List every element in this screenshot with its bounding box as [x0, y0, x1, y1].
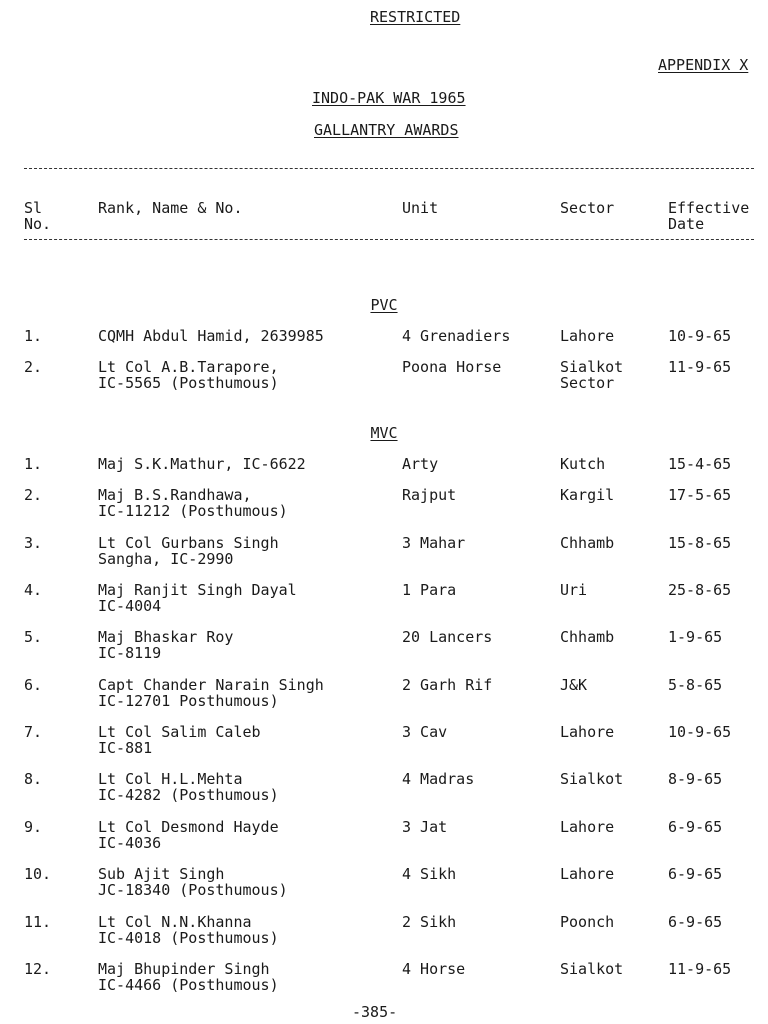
row-sl-no: 7.: [24, 723, 43, 741]
row-name: Lt Col Gurbans Singh Sangha, IC-2990: [98, 534, 279, 568]
row-sl-no: 11.: [24, 913, 52, 931]
row-date: 10-9-65: [668, 723, 732, 741]
row-name: Maj B.S.Randhawa, IC-11212 (Posthumous): [98, 486, 288, 520]
row-name: Maj S.K.Mathur, IC-6622: [98, 455, 306, 473]
row-sector: J&K: [560, 676, 588, 694]
section-heading-pvc: PVC: [370, 296, 398, 314]
row-unit: 3 Cav: [402, 723, 448, 741]
col-header-sl-no: Sl No.: [24, 199, 52, 233]
table-row: [0, 866, 768, 906]
table-row: [0, 359, 768, 399]
row-name: Lt Col Salim Caleb IC-881: [98, 723, 261, 757]
row-name: Lt Col H.L.Mehta IC-4282 (Posthumous): [98, 770, 279, 804]
row-unit: 3 Mahar: [402, 534, 466, 552]
table-row: [0, 677, 768, 717]
col-header-name: Rank, Name & No.: [98, 199, 243, 217]
row-unit: 4 Horse: [402, 960, 466, 978]
row-sector: Sialkot Sector: [560, 358, 624, 392]
row-sl-no: 4.: [24, 581, 43, 599]
row-name: CQMH Abdul Hamid, 2639985: [98, 327, 324, 345]
row-sl-no: 1.: [24, 455, 43, 473]
col-header-date: Effective Date: [668, 199, 750, 233]
appendix-label: APPENDIX X: [658, 56, 749, 74]
header-divider: [24, 239, 754, 240]
row-unit: 4 Sikh: [402, 865, 457, 883]
row-unit: Arty: [402, 455, 439, 473]
row-name: Maj Ranjit Singh Dayal IC-4004: [98, 581, 297, 615]
row-date: 11-9-65: [668, 358, 732, 376]
table-row: [0, 724, 768, 764]
table-row: [0, 535, 768, 575]
row-unit: Rajput: [402, 486, 457, 504]
table-row: [0, 771, 768, 811]
row-date: 6-9-65: [668, 913, 723, 931]
row-sector: Poonch: [560, 913, 615, 931]
section-heading-mvc: MVC: [370, 424, 398, 442]
top-divider: [24, 168, 754, 169]
table-row: [0, 582, 768, 622]
row-sl-no: 6.: [24, 676, 43, 694]
row-date: 8-9-65: [668, 770, 723, 788]
row-unit: 2 Garh Rif: [402, 676, 493, 694]
row-unit: 20 Lancers: [402, 628, 493, 646]
row-date: 11-9-65: [668, 960, 732, 978]
row-sector: Sialkot: [560, 960, 624, 978]
row-unit: 1 Para: [402, 581, 457, 599]
row-name: Lt Col N.N.Khanna IC-4018 (Posthumous): [98, 913, 279, 947]
table-row: [0, 487, 768, 527]
table-row: [0, 819, 768, 859]
row-sl-no: 2.: [24, 358, 43, 376]
row-name: Capt Chander Narain Singh IC-12701 Posthumous): [98, 676, 324, 710]
row-name: Lt Col Desmond Hayde IC-4036: [98, 818, 279, 852]
row-name: Lt Col A.B.Tarapore, IC-5565 (Posthumous): [98, 358, 279, 392]
classification-marking: RESTRICTED: [370, 8, 461, 26]
document-subtitle: GALLANTRY AWARDS: [314, 121, 459, 139]
row-unit: 3 Jat: [402, 818, 448, 836]
row-sl-no: 3.: [24, 534, 43, 552]
row-name: Maj Bhaskar Roy IC-8119: [98, 628, 234, 662]
row-date: 17-5-65: [668, 486, 732, 504]
row-sector: Chhamb: [560, 534, 615, 552]
row-date: 1-9-65: [668, 628, 723, 646]
row-sector: Sialkot: [560, 770, 624, 788]
row-sector: Lahore: [560, 865, 615, 883]
row-sector: Lahore: [560, 327, 615, 345]
row-unit: Poona Horse: [402, 358, 502, 376]
table-row: [0, 629, 768, 669]
row-sector: Lahore: [560, 818, 615, 836]
row-name: Sub Ajit Singh JC-18340 (Posthumous): [98, 865, 288, 899]
row-sl-no: 10.: [24, 865, 52, 883]
row-sector: Chhamb: [560, 628, 615, 646]
row-unit: 2 Sikh: [402, 913, 457, 931]
table-row: [0, 961, 768, 1001]
row-unit: 4 Madras: [402, 770, 475, 788]
row-sector: Kutch: [560, 455, 606, 473]
table-row: [0, 914, 768, 954]
page-number: -385-: [352, 1003, 398, 1021]
row-sl-no: 12.: [24, 960, 52, 978]
row-sector: Uri: [560, 581, 588, 599]
row-name: Maj Bhupinder Singh IC-4466 (Posthumous): [98, 960, 279, 994]
row-sl-no: 8.: [24, 770, 43, 788]
row-sector: Lahore: [560, 723, 615, 741]
row-date: 15-8-65: [668, 534, 732, 552]
row-sl-no: 2.: [24, 486, 43, 504]
row-sector: Kargil: [560, 486, 615, 504]
row-date: 15-4-65: [668, 455, 732, 473]
row-date: 10-9-65: [668, 327, 732, 345]
row-date: 5-8-65: [668, 676, 723, 694]
row-date: 6-9-65: [668, 865, 723, 883]
row-sl-no: 5.: [24, 628, 43, 646]
row-date: 25-8-65: [668, 581, 732, 599]
col-header-sector: Sector: [560, 199, 615, 217]
row-sl-no: 1.: [24, 327, 43, 345]
col-header-unit: Unit: [402, 199, 439, 217]
row-unit: 4 Grenadiers: [402, 327, 511, 345]
row-date: 6-9-65: [668, 818, 723, 836]
document-title: INDO-PAK WAR 1965: [312, 89, 466, 107]
row-sl-no: 9.: [24, 818, 43, 836]
